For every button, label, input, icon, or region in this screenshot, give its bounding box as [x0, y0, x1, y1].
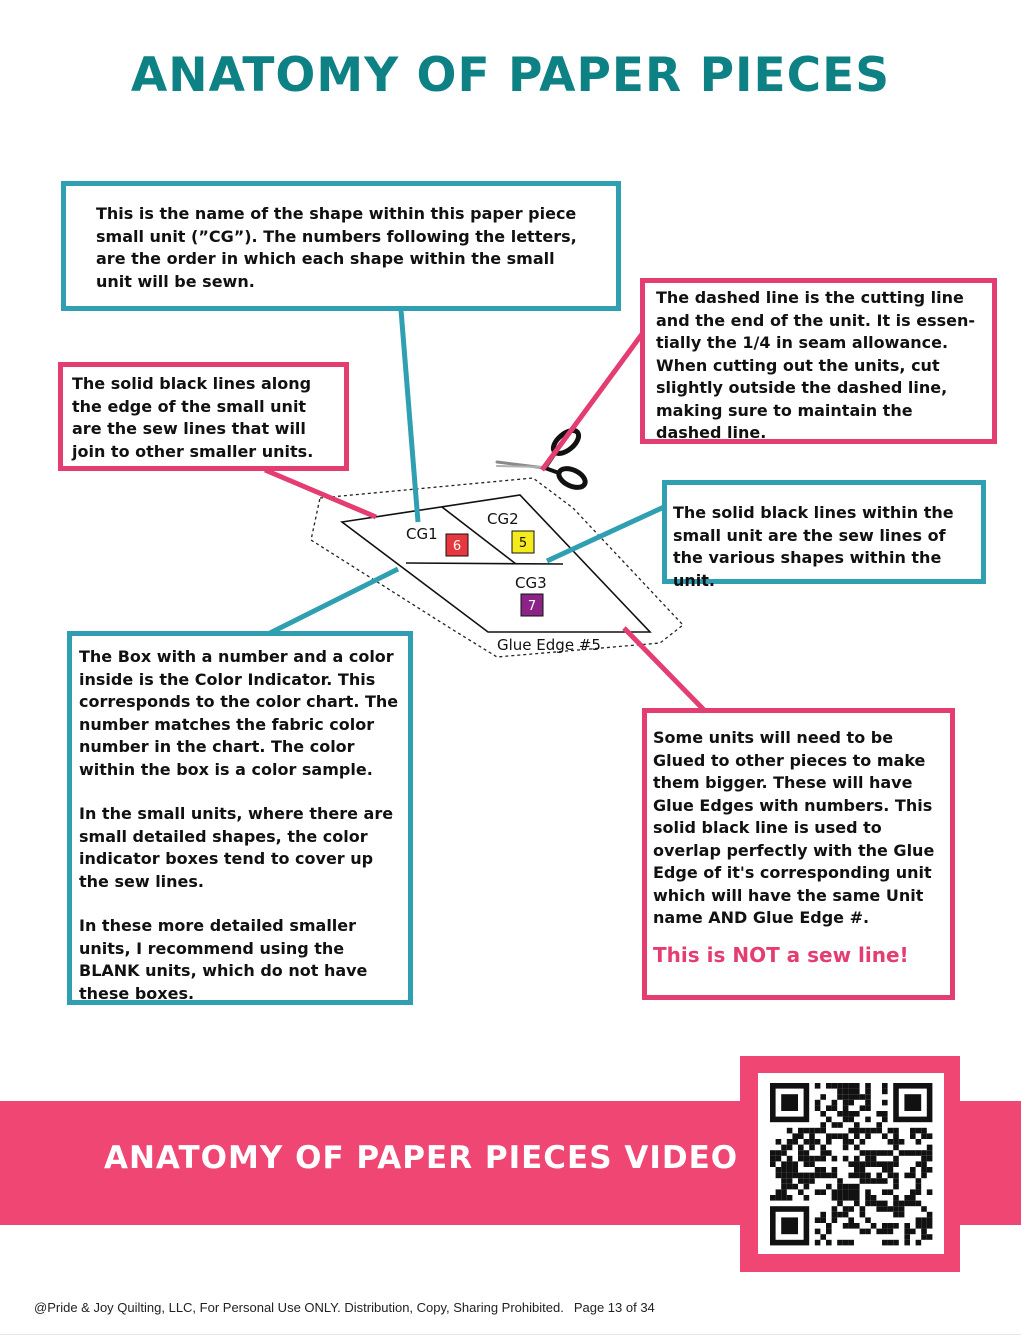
- callout-text: The dashed line is the cutting line and the end of the unit. It is essen-tially the 1/4 in seam allowance. When cutting out the units, cut slightly outside the dashed line, making sure to maintain the dashed line.: [656, 288, 976, 442]
- connector-color-box: [270, 569, 398, 633]
- color-indicator-number: 5: [518, 536, 528, 551]
- callout-color-box: [67, 631, 413, 1005]
- footer-divider: [0, 1334, 1021, 1335]
- callout-shape-name: [61, 181, 621, 311]
- color-indicator-number: 7: [527, 599, 537, 614]
- glue-edge-label: Glue Edge #5: [497, 636, 601, 654]
- callout-text: The Box with a number and a color inside is the Color Indicator. This corresponds to the color chart. The number matches the fabric color number in the chart. The color within the box is a color sample.: [79, 647, 399, 779]
- footer-copyright: @Pride & Joy Quilting, LLC, For Personal Use ONLY. Distribution, Copy, Sharing Prohibited.: [34, 1300, 564, 1315]
- callout-dashed-line: [640, 278, 997, 444]
- callout-solid-edge: [58, 362, 349, 471]
- shape-label-cg3: CG3: [515, 574, 547, 592]
- connector-shape-name: [401, 310, 418, 522]
- color-indicator-7: [521, 594, 543, 616]
- callout-text: Some units will need to be Glued to other pieces to make them bigger. These will have Glue Edges with numbers. This solid black line is used to overlap perfectly with the Glue Edge of it's corresponding unit which will have the same Unit name AND Glue Edge #.: [653, 728, 935, 927]
- video-banner-label[interactable]: ANATOMY OF PAPER PIECES VIDEO: [104, 1140, 739, 1176]
- callout-text: In the small units, where there are small detailed shapes, the color indicator boxes tend to cover up the sew lines.: [79, 804, 394, 891]
- qr-code-container[interactable]: [758, 1073, 944, 1254]
- shape-label-cg2: CG2: [487, 510, 519, 528]
- color-indicator-6: [446, 534, 468, 556]
- qr-code-icon[interactable]: [758, 1073, 944, 1254]
- callout-text: The solid black lines along the edge of the small unit are the sew lines that will join to other smaller units.: [72, 374, 314, 461]
- page-title: ANATOMY OF PAPER PIECES: [130, 48, 891, 103]
- inner-sew-line: [406, 563, 563, 564]
- color-indicator-5: [512, 531, 534, 553]
- shape-label-cg1: CG1: [406, 525, 438, 543]
- footer: [34, 1300, 655, 1315]
- glue-warning: This is NOT a sew line!: [653, 942, 909, 967]
- connector-dashed-line: [542, 330, 645, 470]
- color-indicator-number: 6: [452, 539, 462, 554]
- callout-glue-edge: [642, 708, 955, 1000]
- callout-solid-within: [662, 480, 986, 590]
- callout-text: In these more detailed smaller units, I recommend using the BLANK units, which do not have these boxes.: [79, 916, 368, 1003]
- connector-solid-edge: [265, 470, 376, 517]
- callout-text: The solid black lines within the small unit are the sew lines of the various shapes within the unit.: [673, 503, 954, 590]
- callout-text: This is the name of the shape within this paper piece small unit (”CG”). The numbers following the letters, are the order in which each shape within the small unit will be sewn.: [96, 204, 577, 291]
- connector-glue-edge: [624, 628, 704, 710]
- connector-solid-within: [547, 507, 664, 561]
- page-number: Page 13 of 34: [573, 1300, 655, 1315]
- scissors-icon: [497, 426, 588, 491]
